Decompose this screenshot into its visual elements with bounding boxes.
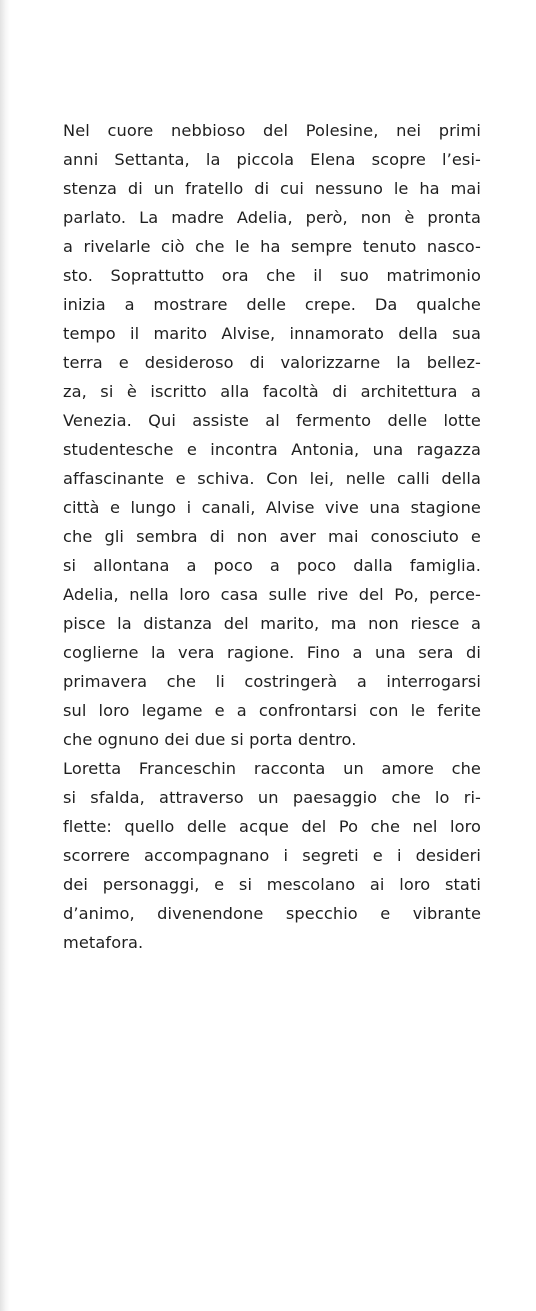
blurb-line: affascinante e schiva. Con lei, nelle calli della bbox=[63, 469, 481, 488]
blurb-line: terra e desideroso di valorizzarne la bellez- bbox=[63, 353, 481, 372]
blurb-line: inizia a mostrare delle crepe. Da qualche bbox=[63, 295, 481, 314]
blurb-line: dei personaggi, e si mescolano ai loro stati bbox=[63, 875, 481, 894]
blurb-line: pisce la distanza del marito, ma non riesce a bbox=[63, 614, 481, 633]
blurb-paragraph bbox=[63, 116, 481, 754]
blurb-line: tempo il marito Alvise, innamorato della sua bbox=[63, 324, 481, 343]
blurb-line: anni Settanta, la piccola Elena scopre l’esi- bbox=[63, 150, 481, 169]
blurb-line: Adelia, nella loro casa sulle rive del Po, perce- bbox=[63, 585, 481, 604]
blurb-line: studentesche e incontra Antonia, una ragazza bbox=[63, 440, 481, 459]
blurb-line: metafora. bbox=[63, 933, 144, 952]
blurb-line: primavera che li costringerà a interrogarsi bbox=[63, 672, 481, 691]
blurb-text bbox=[63, 116, 481, 957]
blurb-paragraph bbox=[63, 754, 481, 957]
blurb-line: za, si è iscritto alla facoltà di architettura a bbox=[63, 382, 481, 401]
blurb-line: scorrere accompagnano i segreti e i desideri bbox=[63, 846, 481, 865]
blurb-line: coglierne la vera ragione. Fino a una sera di bbox=[63, 643, 481, 662]
blurb-line: Loretta Franceschin racconta un amore che bbox=[63, 759, 481, 778]
blurb-line: parlato. La madre Adelia, però, non è pronta bbox=[63, 208, 481, 227]
blurb-line: che ognuno dei due si porta dentro. bbox=[63, 730, 357, 749]
blurb-line: città e lungo i canali, Alvise vive una stagione bbox=[63, 498, 481, 517]
blurb-line: a rivelarle ciò che le ha sempre tenuto nasco- bbox=[63, 237, 481, 256]
blurb-line: stenza di un fratello di cui nessuno le ha mai bbox=[63, 179, 481, 198]
blurb-line: sul loro legame e a confrontarsi con le ferite bbox=[63, 701, 481, 720]
blurb-line: flette: quello delle acque del Po che nel loro bbox=[63, 817, 481, 836]
spine-shadow bbox=[0, 0, 10, 1311]
blurb-line: sto. Soprattutto ora che il suo matrimonio bbox=[63, 266, 481, 285]
blurb-line: Nel cuore nebbioso del Polesine, nei primi bbox=[63, 121, 481, 140]
blurb-line: si allontana a poco a poco dalla famiglia. bbox=[63, 556, 481, 575]
blurb-line: che gli sembra di non aver mai conosciuto e bbox=[63, 527, 481, 546]
blurb-line: Venezia. Qui assiste al fermento delle lotte bbox=[63, 411, 481, 430]
blurb-line: d’animo, divenendone specchio e vibrante bbox=[63, 904, 481, 923]
blurb-line: si sfalda, attraverso un paesaggio che lo ri- bbox=[63, 788, 481, 807]
